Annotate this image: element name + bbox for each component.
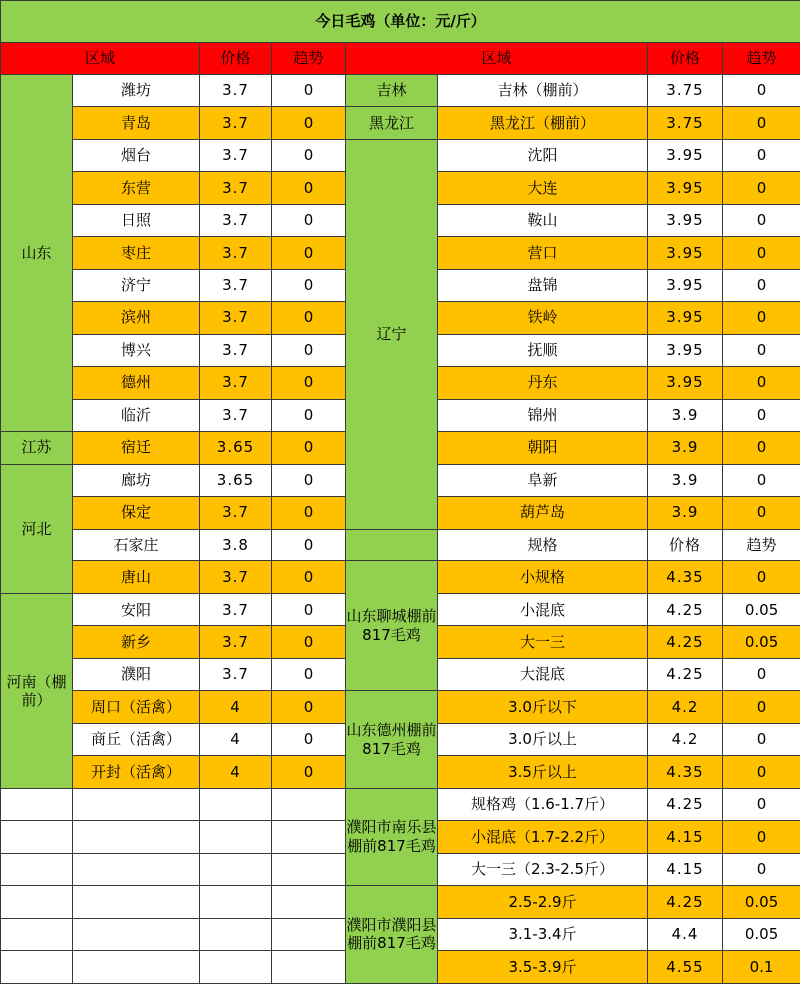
left-city-cell: 枣庄 <box>73 236 200 269</box>
header-price-right: 价格 <box>648 43 723 75</box>
right-trend-cell: 0 <box>723 236 800 269</box>
table-title: 今日毛鸡（单位：元/斤） <box>1 1 800 43</box>
left-city-cell: 潍坊 <box>73 75 200 107</box>
left-price-cell: 3.7 <box>200 399 272 431</box>
right-spec-cell: 3.0斤以上 <box>438 724 648 756</box>
left-region-cell <box>1 950 73 983</box>
right-trend-cell: 趋势 <box>723 529 800 561</box>
left-price-cell: 3.65 <box>200 431 272 464</box>
right-price-cell: 价格 <box>648 529 723 561</box>
left-city-cell: 德州 <box>73 366 200 399</box>
left-city-cell <box>73 789 200 821</box>
left-price-cell: 3.7 <box>200 140 272 172</box>
left-trend-cell: 0 <box>272 204 346 236</box>
right-price-cell: 3.95 <box>648 301 723 334</box>
left-price-cell: 4 <box>200 724 272 756</box>
right-trend-cell: 0 <box>723 756 800 789</box>
right-spec-cell: 吉林（棚前） <box>438 75 648 107</box>
right-trend-cell: 0 <box>723 496 800 529</box>
left-region-cell <box>1 789 73 821</box>
right-trend-cell: 0.05 <box>723 885 800 918</box>
left-price-cell: 3.7 <box>200 626 272 659</box>
left-city-cell: 石家庄 <box>73 529 200 561</box>
right-region-cell <box>346 529 438 561</box>
right-spec-cell: 小混底 <box>438 594 648 626</box>
left-price-cell: 3.7 <box>200 659 272 691</box>
left-region-cell: 江苏 <box>1 431 73 464</box>
left-city-cell <box>73 885 200 918</box>
right-price-cell: 4.25 <box>648 789 723 821</box>
table-row <box>1 885 800 918</box>
left-trend-cell <box>272 918 346 950</box>
left-price-cell: 4 <box>200 691 272 724</box>
left-price-cell: 3.7 <box>200 594 272 626</box>
right-price-cell: 3.95 <box>648 140 723 172</box>
left-city-cell <box>73 821 200 854</box>
left-price-cell <box>200 950 272 983</box>
left-price-cell <box>200 854 272 886</box>
left-trend-cell: 0 <box>272 756 346 789</box>
right-price-cell: 4.15 <box>648 821 723 854</box>
left-city-cell: 博兴 <box>73 334 200 366</box>
left-price-cell: 3.7 <box>200 236 272 269</box>
left-price-cell: 4 <box>200 756 272 789</box>
left-trend-cell <box>272 950 346 983</box>
right-spec-cell: 盘锦 <box>438 269 648 301</box>
right-price-cell: 3.95 <box>648 366 723 399</box>
left-trend-cell: 0 <box>272 431 346 464</box>
left-city-cell: 青岛 <box>73 107 200 140</box>
right-trend-cell: 0 <box>723 464 800 496</box>
right-trend-cell: 0 <box>723 691 800 724</box>
right-trend-cell: 0 <box>723 107 800 140</box>
left-region-cell <box>1 885 73 918</box>
table-row <box>1 561 800 594</box>
right-trend-cell: 0 <box>723 366 800 399</box>
left-city-cell: 东营 <box>73 172 200 205</box>
right-price-cell: 3.75 <box>648 75 723 107</box>
left-city-cell: 烟台 <box>73 140 200 172</box>
right-spec-cell: 大混底 <box>438 659 648 691</box>
right-spec-cell: 大连 <box>438 172 648 205</box>
left-region-cell: 河南（棚前） <box>1 594 73 789</box>
left-trend-cell: 0 <box>272 399 346 431</box>
right-price-cell: 4.25 <box>648 659 723 691</box>
right-region-cell: 辽宁 <box>346 140 438 529</box>
left-city-cell: 日照 <box>73 204 200 236</box>
right-region-cell: 山东聊城棚前817毛鸡 <box>346 561 438 691</box>
table-row <box>1 789 800 821</box>
left-trend-cell: 0 <box>272 107 346 140</box>
right-price-cell: 3.95 <box>648 334 723 366</box>
left-price-cell: 3.8 <box>200 529 272 561</box>
left-price-cell: 3.7 <box>200 334 272 366</box>
right-spec-cell: 大一三 <box>438 626 648 659</box>
right-price-cell: 3.9 <box>648 496 723 529</box>
right-spec-cell: 规格鸡（1.6-1.7斤） <box>438 789 648 821</box>
header-trend-left: 趋势 <box>272 43 346 75</box>
right-price-cell: 3.95 <box>648 172 723 205</box>
left-trend-cell: 0 <box>272 594 346 626</box>
left-city-cell: 唐山 <box>73 561 200 594</box>
right-price-cell: 4.55 <box>648 950 723 983</box>
right-spec-cell: 阜新 <box>438 464 648 496</box>
left-region-cell <box>1 821 73 854</box>
right-spec-cell: 3.0斤以下 <box>438 691 648 724</box>
right-trend-cell: 0 <box>723 431 800 464</box>
right-region-cell: 黑龙江 <box>346 107 438 140</box>
left-price-cell: 3.7 <box>200 366 272 399</box>
left-city-cell: 新乡 <box>73 626 200 659</box>
table-row <box>1 691 800 724</box>
right-trend-cell: 0.05 <box>723 594 800 626</box>
left-city-cell: 滨州 <box>73 301 200 334</box>
right-price-cell: 3.9 <box>648 464 723 496</box>
right-region-cell: 吉林 <box>346 75 438 107</box>
right-spec-cell: 规格 <box>438 529 648 561</box>
header-trend-right: 趋势 <box>723 43 800 75</box>
right-spec-cell: 沈阳 <box>438 140 648 172</box>
left-trend-cell <box>272 854 346 886</box>
left-city-cell: 濮阳 <box>73 659 200 691</box>
left-region-cell <box>1 918 73 950</box>
right-region-cell: 山东德州棚前817毛鸡 <box>346 691 438 789</box>
left-price-cell: 3.7 <box>200 204 272 236</box>
left-price-cell: 3.65 <box>200 464 272 496</box>
right-spec-cell: 锦州 <box>438 399 648 431</box>
right-trend-cell: 0.05 <box>723 918 800 950</box>
right-price-cell: 4.25 <box>648 594 723 626</box>
left-city-cell: 周口（活禽） <box>73 691 200 724</box>
right-trend-cell: 0 <box>723 659 800 691</box>
left-city-cell <box>73 854 200 886</box>
left-trend-cell: 0 <box>272 464 346 496</box>
right-price-cell: 3.9 <box>648 399 723 431</box>
right-region-cell: 濮阳市濮阳县棚前817毛鸡 <box>346 885 438 983</box>
left-trend-cell: 0 <box>272 172 346 205</box>
left-city-cell: 济宁 <box>73 269 200 301</box>
left-region-cell: 河北 <box>1 464 73 594</box>
right-trend-cell: 0.1 <box>723 950 800 983</box>
right-spec-cell: 铁岭 <box>438 301 648 334</box>
right-price-cell: 3.95 <box>648 236 723 269</box>
table-row <box>1 140 800 172</box>
right-price-cell: 3.95 <box>648 204 723 236</box>
right-price-cell: 4.25 <box>648 626 723 659</box>
left-region-cell <box>1 854 73 886</box>
left-trend-cell: 0 <box>272 561 346 594</box>
left-city-cell: 商丘（活禽） <box>73 724 200 756</box>
left-trend-cell: 0 <box>272 236 346 269</box>
left-city-cell: 临沂 <box>73 399 200 431</box>
left-city-cell: 廊坊 <box>73 464 200 496</box>
left-trend-cell: 0 <box>272 691 346 724</box>
right-trend-cell: 0 <box>723 172 800 205</box>
left-price-cell <box>200 885 272 918</box>
right-trend-cell: 0 <box>723 269 800 301</box>
right-spec-cell: 3.5斤以上 <box>438 756 648 789</box>
right-trend-cell: 0 <box>723 334 800 366</box>
left-price-cell <box>200 918 272 950</box>
right-trend-cell: 0 <box>723 140 800 172</box>
left-trend-cell <box>272 789 346 821</box>
left-price-cell <box>200 821 272 854</box>
left-trend-cell: 0 <box>272 75 346 107</box>
table-row <box>1 75 800 107</box>
right-spec-cell: 营口 <box>438 236 648 269</box>
right-spec-cell: 3.1-3.4斤 <box>438 918 648 950</box>
left-trend-cell: 0 <box>272 301 346 334</box>
right-price-cell: 4.25 <box>648 885 723 918</box>
right-price-cell: 3.95 <box>648 269 723 301</box>
left-city-cell: 开封（活禽） <box>73 756 200 789</box>
right-price-cell: 4.15 <box>648 854 723 886</box>
left-price-cell: 3.7 <box>200 75 272 107</box>
right-trend-cell: 0 <box>723 854 800 886</box>
left-trend-cell: 0 <box>272 140 346 172</box>
left-trend-cell: 0 <box>272 529 346 561</box>
right-spec-cell: 3.5-3.9斤 <box>438 950 648 983</box>
left-price-cell: 3.7 <box>200 172 272 205</box>
right-trend-cell: 0.05 <box>723 626 800 659</box>
left-city-cell: 宿迁 <box>73 431 200 464</box>
right-spec-cell: 小规格 <box>438 561 648 594</box>
right-spec-cell: 黑龙江（棚前） <box>438 107 648 140</box>
left-trend-cell: 0 <box>272 269 346 301</box>
right-spec-cell: 大一三（2.3-2.5斤） <box>438 854 648 886</box>
left-trend-cell: 0 <box>272 626 346 659</box>
right-spec-cell: 葫芦岛 <box>438 496 648 529</box>
left-price-cell: 3.7 <box>200 561 272 594</box>
right-spec-cell: 2.5-2.9斤 <box>438 885 648 918</box>
left-price-cell: 3.7 <box>200 496 272 529</box>
header-region-right: 区域 <box>346 43 648 75</box>
right-trend-cell: 0 <box>723 301 800 334</box>
right-price-cell: 4.2 <box>648 691 723 724</box>
left-trend-cell <box>272 821 346 854</box>
right-trend-cell: 0 <box>723 204 800 236</box>
right-price-cell: 4.35 <box>648 561 723 594</box>
right-trend-cell: 0 <box>723 724 800 756</box>
left-trend-cell: 0 <box>272 334 346 366</box>
left-trend-cell <box>272 885 346 918</box>
left-trend-cell: 0 <box>272 724 346 756</box>
left-trend-cell: 0 <box>272 366 346 399</box>
right-price-cell: 4.4 <box>648 918 723 950</box>
right-trend-cell: 0 <box>723 75 800 107</box>
right-price-cell: 3.9 <box>648 431 723 464</box>
left-region-cell: 山东 <box>1 75 73 431</box>
left-trend-cell: 0 <box>272 659 346 691</box>
left-price-cell <box>200 789 272 821</box>
right-trend-cell: 0 <box>723 561 800 594</box>
left-city-cell: 保定 <box>73 496 200 529</box>
left-city-cell: 安阳 <box>73 594 200 626</box>
left-city-cell <box>73 918 200 950</box>
right-spec-cell: 小混底（1.7-2.2斤） <box>438 821 648 854</box>
table-row <box>1 529 800 561</box>
left-city-cell <box>73 950 200 983</box>
right-price-cell: 4.35 <box>648 756 723 789</box>
right-spec-cell: 丹东 <box>438 366 648 399</box>
right-spec-cell: 朝阳 <box>438 431 648 464</box>
right-trend-cell: 0 <box>723 821 800 854</box>
right-trend-cell: 0 <box>723 399 800 431</box>
left-price-cell: 3.7 <box>200 269 272 301</box>
left-trend-cell: 0 <box>272 496 346 529</box>
table-row <box>1 107 800 140</box>
left-price-cell: 3.7 <box>200 107 272 140</box>
right-price-cell: 3.75 <box>648 107 723 140</box>
header-region-left: 区域 <box>1 43 200 75</box>
right-spec-cell: 鞍山 <box>438 204 648 236</box>
right-spec-cell: 抚顺 <box>438 334 648 366</box>
right-region-cell: 濮阳市南乐县棚前817毛鸡 <box>346 789 438 886</box>
left-price-cell: 3.7 <box>200 301 272 334</box>
header-price-left: 价格 <box>200 43 272 75</box>
right-price-cell: 4.2 <box>648 724 723 756</box>
right-trend-cell: 0 <box>723 789 800 821</box>
